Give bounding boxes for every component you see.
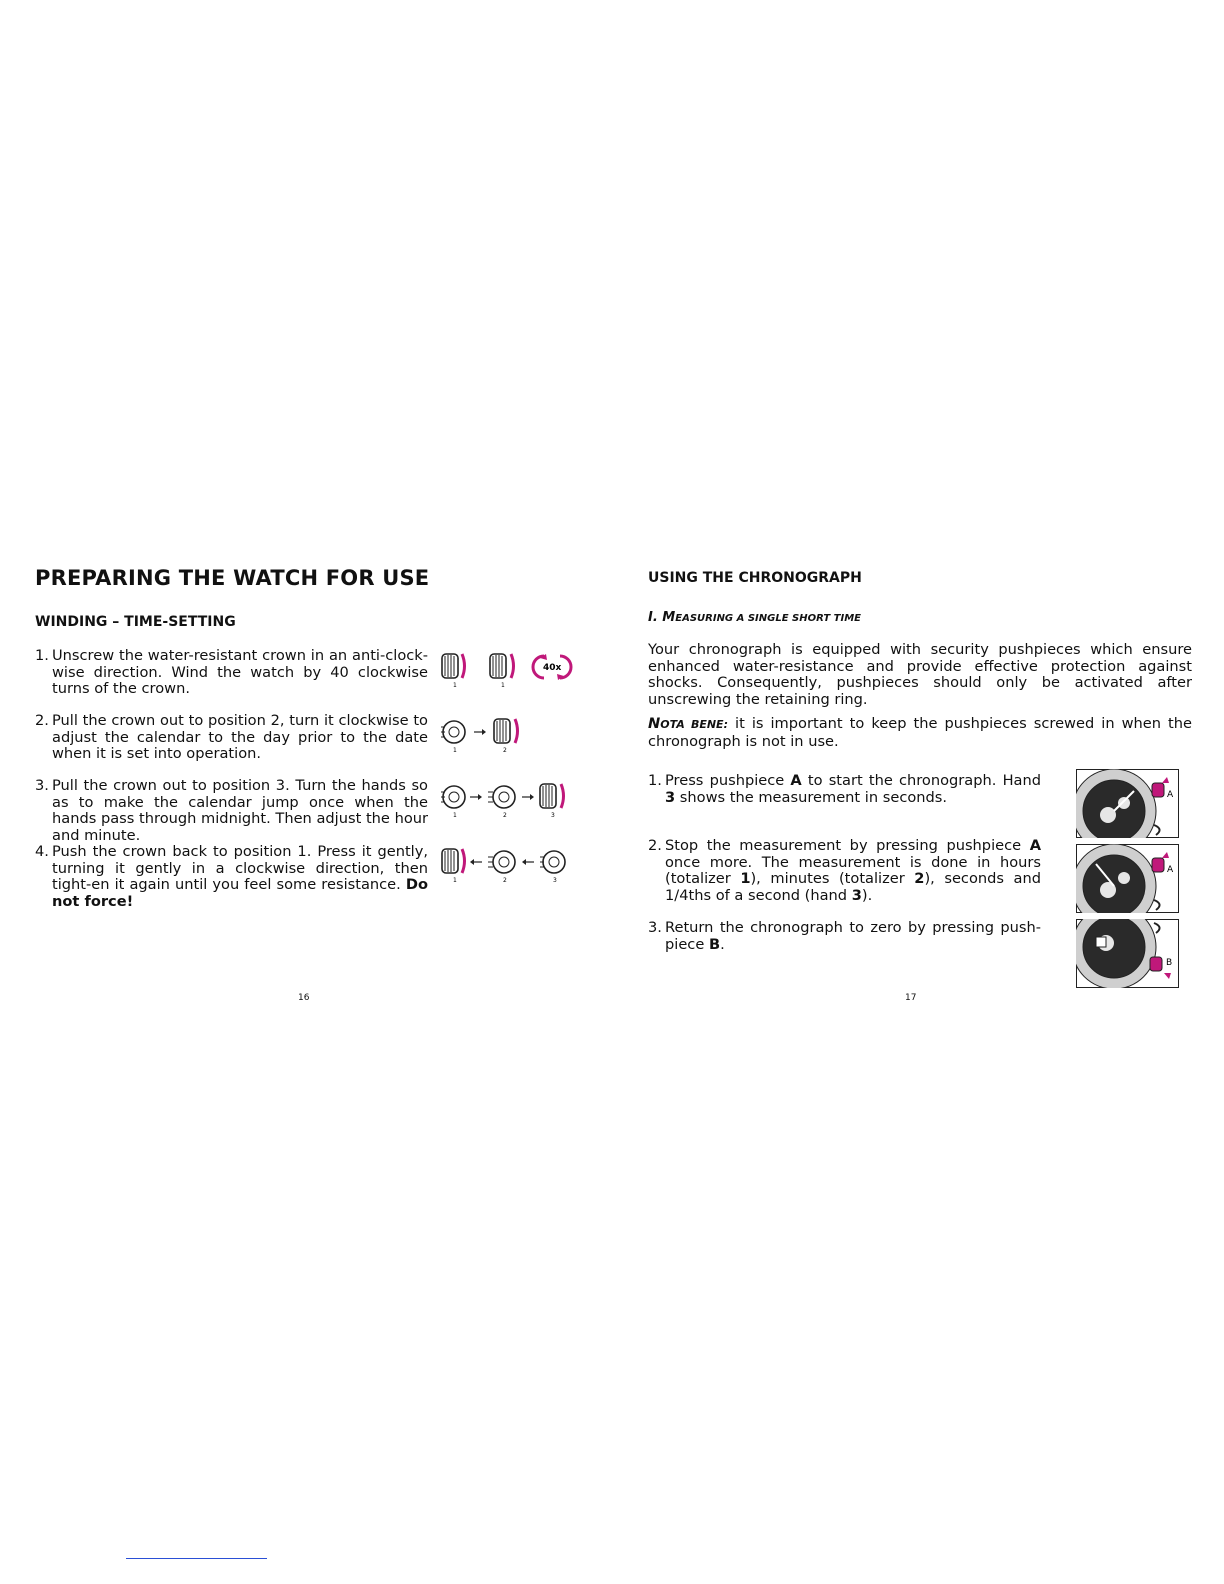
crown-icon bbox=[488, 786, 515, 808]
step-number: 4. bbox=[35, 843, 49, 860]
watch-pushpiece-a-start-image bbox=[1076, 769, 1179, 838]
position-label: 1 bbox=[453, 812, 457, 818]
chrono-step-2 bbox=[648, 838, 1041, 904]
crown-icon bbox=[488, 851, 515, 873]
position-label: 1 bbox=[453, 877, 457, 883]
position-label: 1 bbox=[453, 747, 457, 753]
step-number: 1. bbox=[35, 647, 49, 664]
right-page bbox=[612, 0, 1224, 1584]
nota-bene-text: it is important to keep the pushpieces screwed in when the chronograph is not in use. bbox=[648, 715, 1192, 750]
watch-pushpiece-b-reset-image bbox=[1076, 919, 1179, 988]
bold-run: B bbox=[708, 935, 721, 953]
step-text: Unscrew the water-resistant crown in an anti-clock-wise direction. Wind the watch by 40 clockwise turns of the crown. bbox=[52, 647, 428, 697]
step-number: 3. bbox=[35, 777, 49, 794]
position-label: 1 bbox=[453, 682, 457, 688]
nota-bene-label bbox=[648, 715, 728, 732]
step-number: 1. bbox=[648, 772, 662, 789]
position-label: 2 bbox=[503, 812, 507, 818]
nota-bene-rest: OTA BENE: bbox=[660, 718, 728, 731]
step-text bbox=[665, 920, 1041, 953]
crown-icon bbox=[442, 654, 465, 678]
position-label: 1 bbox=[501, 682, 505, 688]
crown-unscrew-wind-illustration bbox=[436, 648, 576, 688]
page-title: USING THE CHRONOGRAPH bbox=[648, 570, 862, 586]
intro-paragraph: Your chronograph is equipped with security pushpieces which ensure enhanced water-resistance and provide effective protection against shocks. Consequently, pushpieces should only be activated after unscrewing the retaining ring. bbox=[648, 641, 1192, 708]
section-heading: WINDING – TIME-SETTING bbox=[35, 614, 236, 630]
text-run: once more. The measurement is done in hours (totalizer bbox=[665, 853, 1041, 887]
page-title: PREPARING THE WATCH FOR USE bbox=[35, 566, 430, 590]
step-number: 2. bbox=[35, 712, 49, 729]
text-run: to start the chronograph. Hand bbox=[801, 772, 1041, 789]
step-text bbox=[665, 838, 1041, 904]
crown-icon bbox=[540, 784, 564, 808]
step-text: Pull the crown out to position 2, turn it clockwise to adjust the calendar to the day prior to the date when it is set into operation. bbox=[52, 712, 428, 762]
text-run: ), minutes (totalizer bbox=[750, 870, 915, 887]
crown-icon bbox=[494, 719, 518, 743]
step-text bbox=[52, 844, 428, 910]
page-number: 17 bbox=[905, 993, 917, 1003]
text-run: Stop the measurement by pressing pushpiece bbox=[665, 837, 1030, 854]
step-text: Pull the crown out to position 3. Turn the hands so as to make the calendar jump once when the hands pass through midnight. Then adjust the hour and minute. bbox=[52, 777, 428, 844]
nota-bene-first: N bbox=[648, 715, 661, 732]
bold-run: 3 bbox=[665, 788, 676, 806]
position-label: 2 bbox=[503, 747, 507, 753]
winding-step-3 bbox=[35, 778, 428, 844]
text-run: shows the measurement in seconds. bbox=[675, 788, 948, 806]
link-underline[interactable] bbox=[126, 1558, 267, 1559]
position-label: 3 bbox=[553, 877, 557, 883]
arrow-right-icon bbox=[522, 794, 534, 800]
step-text-warning: Do not force! bbox=[52, 876, 428, 910]
step-number: 2. bbox=[648, 837, 662, 854]
subsection-heading-rest: EASURING A SINGLE SHORT TIME bbox=[675, 613, 861, 624]
pushpiece-label: A bbox=[1167, 865, 1174, 875]
rotation-40x-icon bbox=[533, 654, 571, 680]
crown-icon bbox=[490, 654, 514, 678]
winding-step-2 bbox=[35, 713, 428, 763]
winding-step-4 bbox=[35, 844, 428, 910]
subsection-heading-prefix: I. M bbox=[648, 610, 676, 625]
crown-icon bbox=[442, 849, 465, 873]
step-text-plain: Push the crown back to position 1. Press it gently, turning it gently in a clockwise direction, then tight-en it again until you feel some resistance. bbox=[52, 843, 428, 893]
pushpiece-label: B bbox=[1166, 958, 1173, 968]
crown-icon bbox=[441, 721, 465, 743]
subsection-heading bbox=[648, 610, 861, 625]
text-run: ). bbox=[861, 886, 873, 904]
page-number: 16 bbox=[298, 993, 310, 1003]
text-run: . bbox=[720, 935, 725, 953]
winding-step-1 bbox=[35, 648, 428, 698]
bold-run: 1 bbox=[740, 870, 751, 887]
arrow-right-icon bbox=[470, 794, 482, 800]
watch-pushpiece-a-stop-image bbox=[1076, 844, 1179, 913]
text-run: Return the chronograph to zero by pressing push-piece bbox=[665, 919, 1041, 953]
bold-run: A bbox=[1029, 837, 1041, 854]
text-run: ), seconds and 1/4ths of a second (hand bbox=[665, 870, 1041, 904]
crown-position-3-illustration bbox=[436, 778, 576, 818]
nota-bene-paragraph bbox=[648, 716, 1192, 750]
rotation-count-badge: 40x bbox=[543, 663, 562, 673]
text-run: Press pushpiece bbox=[665, 772, 791, 789]
arrow-left-icon bbox=[522, 859, 534, 865]
pushpiece-label: A bbox=[1167, 790, 1174, 800]
arrow-left-icon bbox=[470, 859, 482, 865]
bold-run: 3 bbox=[851, 886, 862, 904]
step-number: 3. bbox=[648, 919, 662, 936]
arrow-right-icon bbox=[474, 729, 486, 735]
bold-run: 2 bbox=[914, 870, 925, 887]
crown-position-2-illustration bbox=[436, 713, 536, 753]
chrono-step-3 bbox=[648, 920, 1041, 953]
chrono-step-1 bbox=[648, 773, 1041, 806]
crown-push-back-illustration bbox=[436, 843, 576, 883]
position-label: 3 bbox=[551, 812, 555, 818]
bold-run: A bbox=[790, 772, 802, 789]
step-text bbox=[665, 773, 1041, 806]
position-label: 2 bbox=[503, 877, 507, 883]
crown-icon bbox=[441, 786, 465, 808]
crown-icon bbox=[540, 851, 565, 873]
